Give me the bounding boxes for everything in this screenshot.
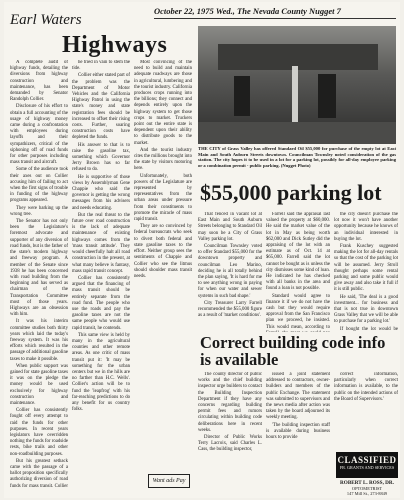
highways-column-3: [134, 60, 192, 470]
paragraph: They were barking up the wrong tree.: [10, 205, 68, 217]
paragraph: correct information, particularly when correct information is available, to the public on the intended actions of the Board of Supervisors.': [334, 372, 398, 402]
ad-occupation: OPTOMETRIST: [351, 486, 383, 491]
paragraph: Collier has consistently argued that the financing of mass transit should be entirely separate from the road fund. The people who use the roads and pay the gasoline taxes are not the same people who would use rapid transit, he contends.: [72, 275, 130, 331]
paragraph: But his greatest setback came with the passage of a ballot proposition specifically authorizing diversion of road funds for mass transit. Collier: [10, 458, 68, 489]
paragraph: But the real threat to the future over road construction is the lack of adequate maintenance of existing highways comes from the 'mass transit attitude'. They would cheerfully halt all road construction in the present, at what many believe is fantasy, mass rapid transit concept.: [72, 212, 130, 274]
photo-pump-left: [234, 76, 250, 116]
paragraph: The Senator has not only been the Legislature's foremost advocate and supporter of any diversion of road funds, but is the father of the state's modern highway and freeway program. A member of the Senate since 1938 he has been concerned with road building from the beginning and has served as chairman of the Transportation Committee most of those years. Highways are an obsession with him.: [10, 219, 68, 318]
paragraph: The county director of public works and the chief building inspector urge builders to contact the Building Inspection Department if they have any concerns regarding building permit fees and rumors circulating within building code deliberations here in recent weeks.: [198, 372, 262, 433]
paragraph: issued a joint statement addressed to contractors, owner-builders and members of the public Exchange. The statement was submitted to supervisors and the news media after action was taken by the board adjourned its weekly meeting.: [266, 372, 330, 421]
headline-parking-lot: $55,000 parking lot: [200, 180, 382, 205]
want-ads-box: Want ads Pay: [148, 474, 190, 488]
photo-pump-right: [318, 74, 336, 118]
classified-sub: FR. GRANTS AND SERVICES: [339, 465, 395, 470]
column-kicker: Earl Waters: [10, 12, 82, 28]
paragraph: He said, 'The deal is a good investment... for business and that is not true in downtown Grass Valley that we will be able to purchase for a parking lot.': [334, 294, 398, 325]
paragraph: When public support was gained for state gasoline taxes it was on the pledge the money would be used exclusively for highway construction and maintenance.: [10, 363, 68, 406]
paragraph: Collier either stated part of the problem was the Department of Motor Vehicles and the California Highway Patrol in using the state's money and state registration fees should be increased to offset their rising costs. Further, soaring construction costs have depleted the funds.: [72, 73, 130, 141]
paragraph: If bought the lot would be: [340, 326, 398, 332]
parking-column-3: [334, 212, 398, 332]
paragraph: Standard would agree to finance it if we do not have the cash but they would require approval from the San Francisco plan we proceed, he insisted. This would mean, according to: [266, 293, 330, 330]
header-rule: [154, 18, 396, 19]
paragraph: the city doesn't purchase the lot now it won't have another opportunity because he knows of an individual interested in buying the lot.: [334, 212, 398, 242]
paragraph: His answer to that is to raise the gasoline tax, something which Governor Jerry Brown has so far refused to do.: [72, 142, 130, 173]
photo-canopy: [218, 44, 378, 70]
paragraph: Disclosure of his effort to obtain a full accounting of the usage of highway money came during a confrontation with employees during layoffs and their sympathizers, critical of the siphoning off of road funds for other purposes including mass transit and aircraft.: [10, 104, 68, 166]
paragraph: This same view is held by many in the agricultural counties and other remote areas. As one critic of mass transit put it: 'It may be something for the urban centers but we in the hills are no farther than H.C. Wells'. Collier's action will be to fund the 'leapfrog' with his far-reaching predictions to do any benefit for us country folks.: [72, 332, 130, 413]
paragraph: Councilman Townsley voted to offer Standard $55,000 for the downtown property and councilman Leo Marino, deciding he is all totally behind the plan saying, 'It is hard for me to see anything wrong in paying for when our water and sewer systems in such bad shape.': [198, 244, 262, 299]
photo-pole: [292, 66, 298, 126]
optometrist-ad: [336, 480, 398, 496]
paragraph: City Treasurer Larry Farrell recommended the $55,000 figure as a result of 'market conditions'.: [198, 300, 262, 319]
highways-column-1: [10, 60, 68, 490]
paragraph: Collier has consistently fought off every attempt to raid the funds for other purposes. In recent years legislators have overridden nothing the funds for roadside rests, bike trails and other non-roadbuilding purposes.: [10, 408, 68, 457]
photo-caption: THE CITY of Grass Valley has offered Standard Oil $55,000 for purchase of the empty lot at East Main and South Auburn Streets downtown. Councilman Townsley noted consideration of the gas station. The city hopes it to be used in a lot for a parking lot, possibly for all-day employee parking or a combination permit - public parking. (Nugget Photo): [198, 146, 396, 168]
paragraph: Farrell said the appraisal last valued the property at $60,000. He said the market value of the lot in May as being worth $62,000 and Dick Sutley did the appraising of the lot with an estimate as of Oct. 14 at $65,000. Farrell said the lot cannot be bought as is unless the city dismisses some kind of loan. He indicated he has checked with all banks in the area and found a loan is not possible.: [266, 212, 330, 292]
headline-highways: Highways: [62, 32, 168, 58]
classified-label: CLASSIFIED: [337, 455, 397, 465]
dateline: October 22, 1975 Wed., The Nevada County Nugget 7: [154, 6, 341, 16]
parking-column-2: [266, 212, 330, 332]
headline-building-code: Correct building code info is available: [200, 333, 386, 369]
highways-column-2: [72, 60, 130, 490]
paragraph: Some of the audience took their axes out on Collier accusing him of failing to act when the first signs of trouble in funding of the highway programs appeared.: [10, 167, 68, 204]
paragraph: 'The building inspection staff is available during business hours to provide: [266, 422, 330, 441]
paragraph: That fenced in vacant lot at East Main and South Auburn Streets belonging to Standard Oil may soon be a City of Grass Valley parking lot.: [198, 212, 262, 242]
paragraph: And the tourist industry cites the millions brought into the state by visitors motoring here.: [134, 147, 192, 172]
paragraph: Director of Public Works Terry Lacroix, said Charles L. Cass, the building inspector,: [198, 435, 262, 453]
paragraph: It was his interim committee studies both thirty years which laid the today's freeway system. It was his efforts which resulted in the passage of additional gasoline taxes to make it possible.: [10, 319, 68, 362]
building-code-column-2: [266, 372, 330, 496]
paragraph: A complete audit of highway funds, detailing the diversions from highway construction and maintenance, has been demanded by Senator Randolph Collier.: [10, 60, 68, 103]
paragraph: Unfortunately, both powers of the Legislature are represented by representatives from the urban areas under pressure from their constituents to promote the miracle of mass rapid transit.: [134, 173, 192, 223]
parking-column-1: [198, 212, 262, 332]
gas-station-photo: [198, 26, 396, 144]
paragraph: They are so convinced by federal bureaucrats who seek to divert both federal and state gasoline taxes to the effort. Neither group sees the sentiments of Chappie and Collier who see the litmus should shoulder mass transit needs.: [134, 224, 192, 279]
paragraph: He is supportive of those views by Assemblyman Gene Chappie who said the governor is getting the wrong messages from his advisers and needs educating.: [72, 174, 130, 211]
ad-name: ROBERT L. ROSS, DR.: [340, 480, 394, 486]
newspaper-page: [4, 2, 400, 498]
paragraph: Most convincing of the need to build and maintain adequate roadways are those in agricultural, lumbering and the tourist industry. California produces crops running into the billions; they connect and depends entirely upon the highway system to get those crops to market. Truckers point out the entire state is dependent upon their ability to distribute goods to the market.: [134, 60, 192, 146]
building-code-column-1: [198, 372, 262, 496]
photo-ground: [198, 122, 396, 144]
paragraph: he tried in vain to stem the tide.: [72, 60, 130, 72]
classified-banner: [336, 452, 398, 478]
building-code-column-3: [334, 372, 398, 448]
paragraph: Frank Kuschey suggested making the lot for all-day rentals so that the cost of the parking lot will be assumed. Jerry Stroll thought perhaps some rental parking and some public would give away and also take it full if it is still public.: [334, 244, 398, 293]
ad-address: 147 Mill St., 273-8849: [346, 491, 388, 496]
